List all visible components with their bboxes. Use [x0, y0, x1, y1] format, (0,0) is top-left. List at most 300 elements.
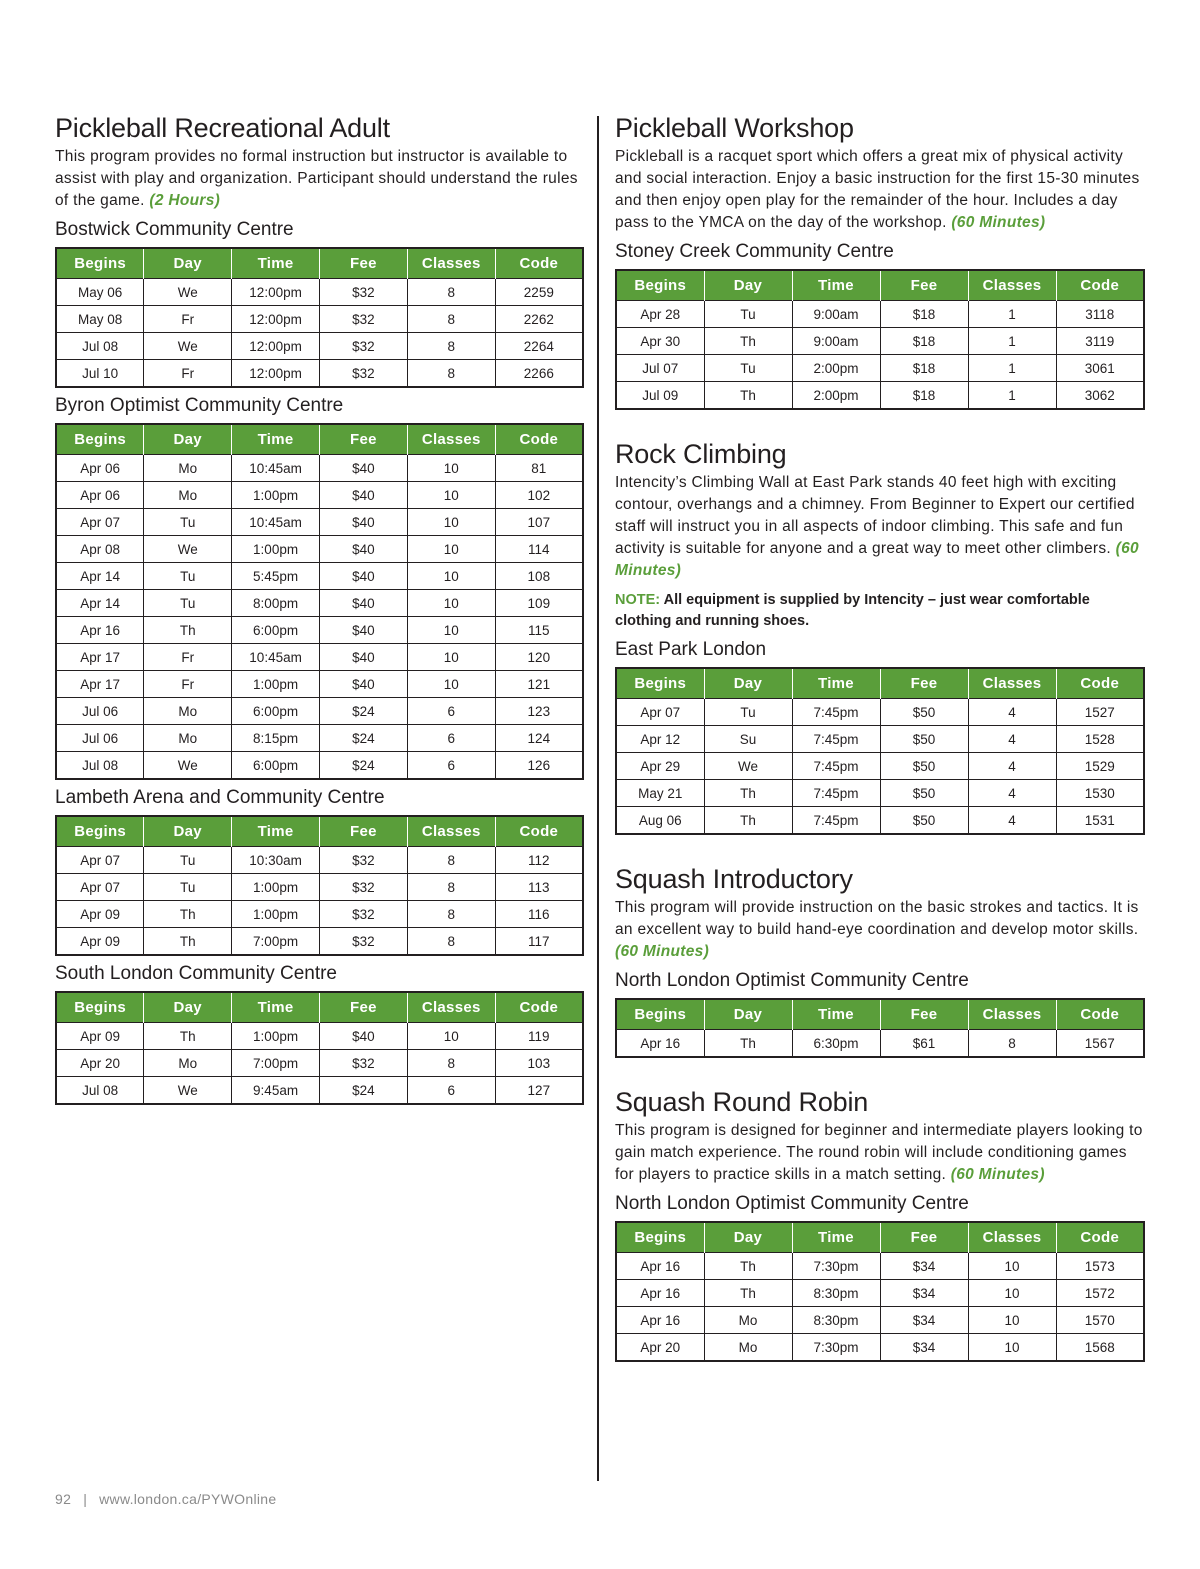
cell-code: 2266 — [495, 360, 583, 388]
table-row — [616, 1280, 1144, 1307]
column-header-code: Code — [1056, 270, 1144, 301]
duration-text: (2 Hours) — [149, 192, 221, 209]
cell-classes: 8 — [407, 279, 495, 306]
table-row — [56, 698, 583, 725]
column-header-classes: Classes — [407, 424, 495, 455]
cell-classes: 10 — [407, 671, 495, 698]
cell-classes: 6 — [407, 698, 495, 725]
cell-code: 3118 — [1056, 301, 1144, 328]
cell-code: 2262 — [495, 306, 583, 333]
cell-code: 115 — [495, 617, 583, 644]
table-row — [616, 780, 1144, 807]
cell-fee: $40 — [319, 482, 407, 509]
program-description — [615, 897, 1145, 963]
cell-classes: 10 — [407, 536, 495, 563]
cell-classes: 10 — [407, 644, 495, 671]
cell-day: We — [144, 279, 232, 306]
description-text: This program will provide instruction on the basic strokes and tactics. It is an excellent way to build hand-eye coordination and develop motor skills. — [615, 899, 1139, 938]
cell-time: 7:00pm — [232, 928, 320, 956]
table-row — [56, 590, 583, 617]
cell-classes: 8 — [407, 928, 495, 956]
column-header-classes: Classes — [407, 816, 495, 847]
cell-begins: Apr 09 — [56, 1023, 144, 1050]
venue-name: Bostwick Community Centre — [55, 219, 294, 240]
cell-classes: 4 — [968, 699, 1056, 726]
cell-day: Mo — [704, 1334, 792, 1362]
cell-classes: 1 — [968, 328, 1056, 355]
cell-time: 9:00am — [792, 328, 880, 355]
cell-begins: Apr 07 — [56, 847, 144, 874]
column-header-day: Day — [704, 999, 792, 1030]
cell-fee: $40 — [319, 671, 407, 698]
cell-fee: $34 — [880, 1280, 968, 1307]
cell-time: 7:00pm — [232, 1050, 320, 1077]
venue-name: Stoney Creek Community Centre — [615, 241, 894, 262]
table-header-row — [616, 1222, 1144, 1253]
duration-text: (60 Minutes) — [615, 943, 710, 960]
description-text: This program is designed for beginner and intermediate players looking to gain match experience. The round robin will include conditioning games for players to practice skills in a match setting. — [615, 1122, 1143, 1183]
cell-fee: $32 — [319, 333, 407, 360]
cell-code: 114 — [495, 536, 583, 563]
table-row — [56, 536, 583, 563]
cell-begins: Apr 29 — [616, 753, 704, 780]
table-row — [56, 455, 583, 482]
column-header-classes: Classes — [968, 1222, 1056, 1253]
cell-fee: $50 — [880, 807, 968, 835]
venue-name: Lambeth Arena and Community Centre — [55, 787, 385, 808]
cell-day: Fr — [144, 671, 232, 698]
cell-code: 107 — [495, 509, 583, 536]
cell-time: 5:45pm — [232, 563, 320, 590]
table-row — [56, 901, 583, 928]
cell-begins: Apr 14 — [56, 563, 144, 590]
cell-time: 12:00pm — [232, 279, 320, 306]
cell-day: Th — [704, 382, 792, 410]
cell-fee: $24 — [319, 698, 407, 725]
cell-time: 1:00pm — [232, 874, 320, 901]
cell-time: 12:00pm — [232, 360, 320, 388]
cell-classes: 6 — [407, 752, 495, 780]
footer-separator: | — [83, 1491, 88, 1507]
cell-day: Th — [144, 901, 232, 928]
column-header-time: Time — [232, 992, 320, 1023]
cell-code: 1573 — [1056, 1253, 1144, 1280]
column-header-begins: Begins — [616, 270, 704, 301]
column-header-day: Day — [704, 270, 792, 301]
cell-code: 120 — [495, 644, 583, 671]
cell-fee: $40 — [319, 617, 407, 644]
cell-day: Th — [704, 780, 792, 807]
note-text: All equipment is supplied by Intencity – just wear comfortable clothing and running shoes. — [615, 592, 1090, 629]
schedule-table — [615, 998, 1145, 1058]
column-header-fee: Fee — [880, 1222, 968, 1253]
cell-fee: $34 — [880, 1334, 968, 1362]
cell-begins: Jul 08 — [56, 752, 144, 780]
cell-fee: $32 — [319, 360, 407, 388]
cell-time: 8:30pm — [792, 1307, 880, 1334]
table-header-row — [56, 424, 583, 455]
table-row — [56, 1023, 583, 1050]
venue-list — [55, 218, 584, 1105]
cell-time: 1:00pm — [232, 901, 320, 928]
table-row — [56, 1050, 583, 1077]
cell-classes: 8 — [407, 360, 495, 388]
cell-classes: 4 — [968, 807, 1056, 835]
cell-time: 6:00pm — [232, 752, 320, 780]
cell-fee: $18 — [880, 328, 968, 355]
table-row — [56, 874, 583, 901]
cell-day: Th — [704, 328, 792, 355]
cell-code: 1567 — [1056, 1030, 1144, 1058]
section-spacer — [615, 1058, 1145, 1086]
cell-begins: Apr 16 — [616, 1307, 704, 1334]
cell-fee: $32 — [319, 874, 407, 901]
table-row — [616, 355, 1144, 382]
cell-code: 3119 — [1056, 328, 1144, 355]
cell-fee: $50 — [880, 726, 968, 753]
cell-time: 10:30am — [232, 847, 320, 874]
cell-day: We — [144, 1077, 232, 1105]
table-row — [616, 382, 1144, 410]
cell-time: 7:45pm — [792, 780, 880, 807]
column-header-code: Code — [495, 424, 583, 455]
cell-classes: 10 — [968, 1280, 1056, 1307]
page-number: 92 — [55, 1491, 72, 1507]
cell-code: 1568 — [1056, 1334, 1144, 1362]
cell-day: Su — [704, 726, 792, 753]
column-header-classes: Classes — [407, 992, 495, 1023]
column-header-time: Time — [792, 1222, 880, 1253]
table-row — [56, 617, 583, 644]
cell-fee: $40 — [319, 1023, 407, 1050]
cell-fee: $34 — [880, 1307, 968, 1334]
table-header-row — [616, 270, 1144, 301]
program-section — [615, 410, 1145, 835]
column-header-code: Code — [495, 992, 583, 1023]
column-header-classes: Classes — [968, 668, 1056, 699]
cell-begins: Apr 20 — [616, 1334, 704, 1362]
cell-begins: May 21 — [616, 780, 704, 807]
cell-fee: $50 — [880, 753, 968, 780]
cell-begins: Jul 08 — [56, 333, 144, 360]
program-section — [615, 1058, 1145, 1362]
cell-fee: $34 — [880, 1253, 968, 1280]
column-header-time: Time — [232, 816, 320, 847]
cell-time: 7:45pm — [792, 753, 880, 780]
column-header-begins: Begins — [616, 668, 704, 699]
table-row — [616, 1253, 1144, 1280]
cell-time: 8:30pm — [792, 1280, 880, 1307]
duration-text: (60 Minutes) — [950, 1166, 1045, 1183]
column-header-fee: Fee — [880, 270, 968, 301]
cell-day: Mo — [144, 455, 232, 482]
venue-name: Byron Optimist Community Centre — [55, 395, 344, 416]
cell-day: Tu — [704, 699, 792, 726]
cell-day: Tu — [704, 301, 792, 328]
cell-classes: 10 — [407, 563, 495, 590]
cell-classes: 8 — [407, 306, 495, 333]
description-text: Pickleball is a racquet sport which offers a great mix of physical activity and social interaction. Enjoy a basic instruction for the first 15-30 minutes and then enjoy open play for the remainder of the hour. Includes a day pass to the YMCA on the day of the workshop. — [615, 148, 1140, 231]
cell-fee: $24 — [319, 1077, 407, 1105]
cell-begins: May 08 — [56, 306, 144, 333]
cell-begins: Apr 14 — [56, 590, 144, 617]
section-spacer — [615, 410, 1145, 438]
cell-begins: Apr 07 — [56, 509, 144, 536]
description-text: This program provides no formal instruction but instructor is available to assist with play and organization. Participant should understand the rules of the game. — [55, 148, 578, 209]
cell-time: 7:45pm — [792, 699, 880, 726]
column-divider — [597, 116, 599, 1481]
cell-time: 7:45pm — [792, 807, 880, 835]
column-header-time: Time — [792, 999, 880, 1030]
table-row — [56, 482, 583, 509]
table-row — [56, 563, 583, 590]
table-row — [56, 360, 583, 388]
cell-code: 108 — [495, 563, 583, 590]
column-header-code: Code — [495, 816, 583, 847]
column-header-classes: Classes — [968, 999, 1056, 1030]
venue-name: South London Community Centre — [55, 963, 337, 984]
cell-fee: $32 — [319, 279, 407, 306]
cell-begins: Apr 07 — [56, 874, 144, 901]
cell-code: 1531 — [1056, 807, 1144, 835]
cell-day: We — [144, 333, 232, 360]
schedule-table — [55, 815, 584, 956]
cell-code: 123 — [495, 698, 583, 725]
cell-classes: 10 — [407, 1023, 495, 1050]
schedule-table — [615, 667, 1145, 835]
footer-url: www.london.ca/PYWOnline — [99, 1491, 277, 1507]
column-header-fee: Fee — [880, 668, 968, 699]
table-row — [56, 671, 583, 698]
cell-time: 7:30pm — [792, 1334, 880, 1362]
cell-day: Fr — [144, 306, 232, 333]
cell-classes: 10 — [968, 1253, 1056, 1280]
cell-time: 9:45am — [232, 1077, 320, 1105]
cell-begins: Apr 16 — [56, 617, 144, 644]
cell-code: 126 — [495, 752, 583, 780]
cell-day: Th — [704, 807, 792, 835]
table-row — [616, 301, 1144, 328]
cell-fee: $18 — [880, 355, 968, 382]
table-header-row — [616, 668, 1144, 699]
table-row — [616, 328, 1144, 355]
cell-day: Tu — [144, 874, 232, 901]
schedule-table — [615, 1221, 1145, 1362]
cell-day: Fr — [144, 360, 232, 388]
cell-classes: 10 — [968, 1307, 1056, 1334]
venue-name: North London Optimist Community Centre — [615, 1193, 969, 1214]
column-header-classes: Classes — [968, 270, 1056, 301]
cell-begins: Jul 06 — [56, 725, 144, 752]
column-header-fee: Fee — [880, 999, 968, 1030]
table-row — [56, 1077, 583, 1105]
cell-code: 109 — [495, 590, 583, 617]
table-row — [616, 699, 1144, 726]
section-spacer — [615, 835, 1145, 863]
cell-classes: 10 — [968, 1334, 1056, 1362]
cell-time: 8:00pm — [232, 590, 320, 617]
column-header-fee: Fee — [319, 816, 407, 847]
cell-begins: Apr 20 — [56, 1050, 144, 1077]
cell-begins: Jul 09 — [616, 382, 704, 410]
venue-name: East Park London — [615, 639, 767, 660]
cell-code: 2259 — [495, 279, 583, 306]
column-header-code: Code — [1056, 999, 1144, 1030]
cell-day: Tu — [144, 590, 232, 617]
column-header-begins: Begins — [56, 992, 144, 1023]
column-header-classes: Classes — [407, 248, 495, 279]
cell-begins: Jul 10 — [56, 360, 144, 388]
cell-classes: 8 — [407, 333, 495, 360]
cell-begins: Apr 16 — [616, 1253, 704, 1280]
cell-time: 1:00pm — [232, 482, 320, 509]
table-row — [56, 333, 583, 360]
cell-fee: $32 — [319, 901, 407, 928]
cell-classes: 6 — [407, 725, 495, 752]
table-row — [56, 306, 583, 333]
cell-code: 117 — [495, 928, 583, 956]
cell-code: 113 — [495, 874, 583, 901]
cell-day: Mo — [144, 482, 232, 509]
page-footer — [55, 1491, 276, 1507]
cell-classes: 8 — [407, 847, 495, 874]
cell-fee: $18 — [880, 301, 968, 328]
cell-day: Mo — [144, 698, 232, 725]
cell-classes: 6 — [407, 1077, 495, 1105]
program-title: Squash Round Robin — [615, 1087, 869, 1117]
cell-classes: 1 — [968, 355, 1056, 382]
table-row — [56, 644, 583, 671]
cell-time: 1:00pm — [232, 536, 320, 563]
column-header-day: Day — [144, 992, 232, 1023]
cell-fee: $40 — [319, 509, 407, 536]
cell-code: 127 — [495, 1077, 583, 1105]
cell-classes: 4 — [968, 726, 1056, 753]
column-header-begins: Begins — [616, 1222, 704, 1253]
cell-code: 3061 — [1056, 355, 1144, 382]
cell-fee: $40 — [319, 536, 407, 563]
cell-fee: $32 — [319, 1050, 407, 1077]
table-row — [616, 753, 1144, 780]
cell-classes: 10 — [407, 482, 495, 509]
cell-time: 2:00pm — [792, 382, 880, 410]
program-title: Pickleball Recreational Adult — [55, 113, 390, 143]
table-row — [56, 509, 583, 536]
cell-code: 103 — [495, 1050, 583, 1077]
note-label: NOTE: — [615, 592, 661, 608]
schedule-table — [55, 247, 584, 388]
schedule-table — [615, 269, 1145, 410]
column-header-time: Time — [232, 248, 320, 279]
cell-fee: $50 — [880, 780, 968, 807]
cell-day: Th — [704, 1253, 792, 1280]
cell-code: 102 — [495, 482, 583, 509]
cell-begins: Apr 16 — [616, 1030, 704, 1058]
table-row — [56, 928, 583, 956]
cell-classes: 4 — [968, 780, 1056, 807]
column-header-day: Day — [704, 1222, 792, 1253]
duration-text: (60 Minutes) — [615, 540, 1139, 579]
cell-code: 112 — [495, 847, 583, 874]
cell-begins: Apr 06 — [56, 482, 144, 509]
cell-code: 116 — [495, 901, 583, 928]
cell-code: 1527 — [1056, 699, 1144, 726]
table-header-row — [56, 248, 583, 279]
program-title: Pickleball Workshop — [615, 113, 854, 143]
cell-code: 2264 — [495, 333, 583, 360]
column-header-day: Day — [144, 424, 232, 455]
program-section — [615, 112, 1145, 410]
cell-begins: Apr 06 — [56, 455, 144, 482]
cell-fee: $24 — [319, 725, 407, 752]
cell-time: 7:45pm — [792, 726, 880, 753]
cell-begins: Apr 30 — [616, 328, 704, 355]
cell-day: Tu — [144, 847, 232, 874]
cell-classes: 1 — [968, 382, 1056, 410]
cell-begins: Apr 28 — [616, 301, 704, 328]
cell-code: 124 — [495, 725, 583, 752]
cell-classes: 10 — [407, 455, 495, 482]
program-description — [55, 146, 584, 212]
column-header-code: Code — [1056, 1222, 1144, 1253]
cell-begins: Apr 17 — [56, 644, 144, 671]
table-row — [56, 847, 583, 874]
schedule-table — [55, 423, 584, 780]
cell-classes: 8 — [968, 1030, 1056, 1058]
table-row — [616, 807, 1144, 835]
cell-code: 1570 — [1056, 1307, 1144, 1334]
table-row — [616, 1334, 1144, 1362]
description-text: Intencity’s Climbing Wall at East Park stands 40 feet high with exciting contour, overhangs and a chimney. From Beginner to Expert our certified staff will instruct you in all aspects of indoor climbing. This safe and fun activity is suitable for anyone and a great way to meet other climbers. — [615, 474, 1135, 557]
column-header-day: Day — [144, 816, 232, 847]
column-header-day: Day — [704, 668, 792, 699]
cell-begins: Jul 07 — [616, 355, 704, 382]
cell-time: 7:30pm — [792, 1253, 880, 1280]
cell-fee: $61 — [880, 1030, 968, 1058]
cell-time: 1:00pm — [232, 1023, 320, 1050]
cell-day: Tu — [704, 355, 792, 382]
program-description — [615, 1120, 1145, 1186]
column-header-time: Time — [792, 668, 880, 699]
cell-classes: 8 — [407, 874, 495, 901]
cell-classes: 8 — [407, 901, 495, 928]
cell-classes: 10 — [407, 509, 495, 536]
left-column — [55, 112, 584, 1105]
column-header-begins: Begins — [616, 999, 704, 1030]
column-header-fee: Fee — [319, 992, 407, 1023]
cell-time: 10:45am — [232, 644, 320, 671]
cell-classes: 1 — [968, 301, 1056, 328]
cell-begins: Apr 07 — [616, 699, 704, 726]
column-header-begins: Begins — [56, 424, 144, 455]
cell-time: 6:30pm — [792, 1030, 880, 1058]
cell-begins: Apr 09 — [56, 928, 144, 956]
column-header-time: Time — [232, 424, 320, 455]
cell-code: 81 — [495, 455, 583, 482]
cell-fee: $32 — [319, 928, 407, 956]
program-section — [615, 835, 1145, 1058]
cell-day: Th — [144, 928, 232, 956]
cell-classes: 8 — [407, 1050, 495, 1077]
cell-time: 9:00am — [792, 301, 880, 328]
cell-code: 1528 — [1056, 726, 1144, 753]
column-header-begins: Begins — [56, 816, 144, 847]
program-description — [615, 146, 1145, 234]
cell-day: Th — [704, 1030, 792, 1058]
table-row — [616, 726, 1144, 753]
cell-day: Fr — [144, 644, 232, 671]
table-header-row — [56, 992, 583, 1023]
